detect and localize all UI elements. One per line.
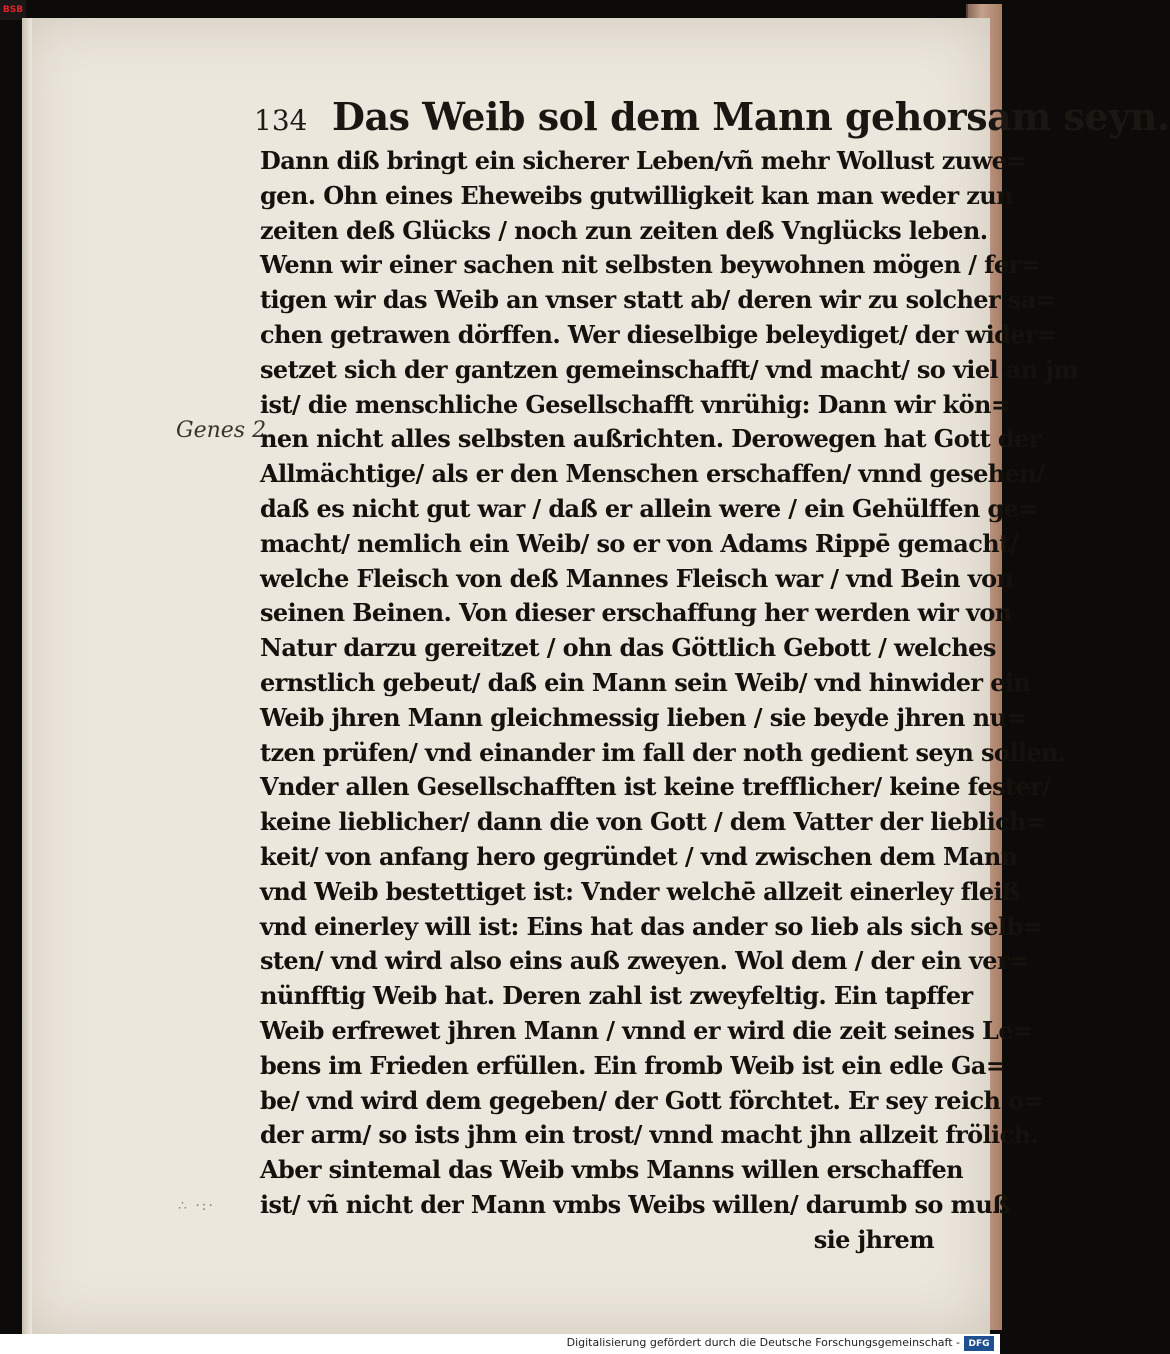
text-line: sten/ vnd wird also eins auß zweyen. Wol dem / der ein ver= [260, 946, 1029, 976]
text-line: der arm/ so ists jhm ein trost/ vnnd macht jhn allzeit frölich. [260, 1120, 1039, 1150]
footer-bar [0, 1334, 1000, 1354]
text-line: tzen prüfen/ vnd einander im fall der noth gedient seyn sollen. [260, 737, 1066, 767]
text-line: Weib erfrewet jhren Mann / vnnd er wird die zeit seines Le= [260, 1015, 1033, 1045]
bsb-logo: BSB [0, 0, 26, 20]
text-line: Dann diß bringt ein sicherer Leben/vñ mehr Wollust zuwe= [260, 146, 1026, 175]
catchword: sie jhrem [813, 1224, 934, 1254]
text-line: Natur darzu gereitzet / ohn das Göttlich Gebott / welches [260, 633, 996, 663]
text-line: ist/ vñ nicht der Mann vmbs Weibs willen/ darumb so muß [260, 1189, 1010, 1219]
text-line: bens im Frieden erfüllen. Ein fromb Weib ist ein edle Ga= [260, 1050, 1006, 1080]
text-line: tigen wir das Weib an vnser statt ab/ deren wir zu solcher sa= [260, 285, 1056, 315]
text-line: nünfftig Weib hat. Deren zahl ist zweyfeltig. Ein tapffer [260, 981, 973, 1011]
page-number: 134 [254, 104, 308, 137]
text-line: setzet sich der gantzen gemeinschafft/ vnd macht/ so viel an jm [260, 354, 1079, 384]
text-line: daß es nicht gut war / daß er allein were / ein Gehülffen ge= [260, 493, 1038, 523]
text-line: be/ vnd wird dem gegeben/ der Gott förchtet. Er sey reich o= [260, 1085, 1044, 1115]
text-line: seinen Beinen. Von dieser erschaffung her werden wir von [260, 598, 1012, 628]
text-line: welche Fleisch von deß Mannes Fleisch war / vnd Bein von [260, 563, 1014, 593]
page-smudge: ∴ ·:· [178, 1198, 215, 1214]
book-page [22, 18, 1170, 1334]
text-line: keit/ von anfang hero gegründet / vnd zwischen dem Mann [260, 841, 1018, 871]
margin-note: Genes 2. [176, 418, 274, 443]
text-line: Vnder allen Gesellschafften ist keine trefflicher/ keine fester/ [260, 772, 1051, 802]
text-line: ernstlich gebeut/ daß ein Mann sein Weib/ vnd hinwider ein [260, 667, 1031, 697]
text-line: ist/ die menschliche Gesellschafft vnrühig: Dann wir kön= [260, 389, 1011, 419]
dfg-logo: DFG [964, 1336, 994, 1351]
text-line: macht/ nemlich ein Weib/ so er von Adams Rippē gemacht/ [260, 528, 1018, 558]
text-line: Wenn wir einer sachen nit selbsten beywohnen mögen / fer= [260, 250, 1041, 280]
footer-credit: Digitalisierung gefördert durch die Deutsche Forschungsgemeinschaft - [566, 1336, 960, 1349]
text-line: nen nicht alles selbsten außrichten. Derowegen hat Gott der [260, 424, 1041, 454]
text-line: Allmächtige/ als er den Menschen erschaffen/ vnnd gesehen/ [260, 459, 1045, 489]
running-head: Das Weib sol dem Mann gehorsam seyn. [332, 94, 1170, 139]
text-line: chen getrawen dörffen. Wer dieselbige beleydiget/ der wider= [260, 319, 1057, 349]
text-line: Aber sintemal das Weib vmbs Manns willen erschaffen [260, 1155, 964, 1185]
text-line: keine lieblicher/ dann die von Gott / dem Vatter der lieblich= [260, 807, 1046, 837]
text-line: Weib jhren Mann gleichmessig lieben / sie beyde jhren nu= [260, 702, 1026, 732]
text-line: vnd Weib bestettiget ist: Vnder welchē allzeit einerley fleiß [260, 876, 1020, 906]
text-line: zeiten deß Glücks / noch zun zeiten deß Vnglücks leben. [260, 215, 988, 245]
body-text [260, 144, 1079, 1258]
text-line: gen. Ohn eines Eheweibs gutwilligkeit kan man weder zun [260, 180, 1013, 210]
text-line: vnd einerley will ist: Eins hat das ander so lieb als sich selb= [260, 911, 1043, 941]
